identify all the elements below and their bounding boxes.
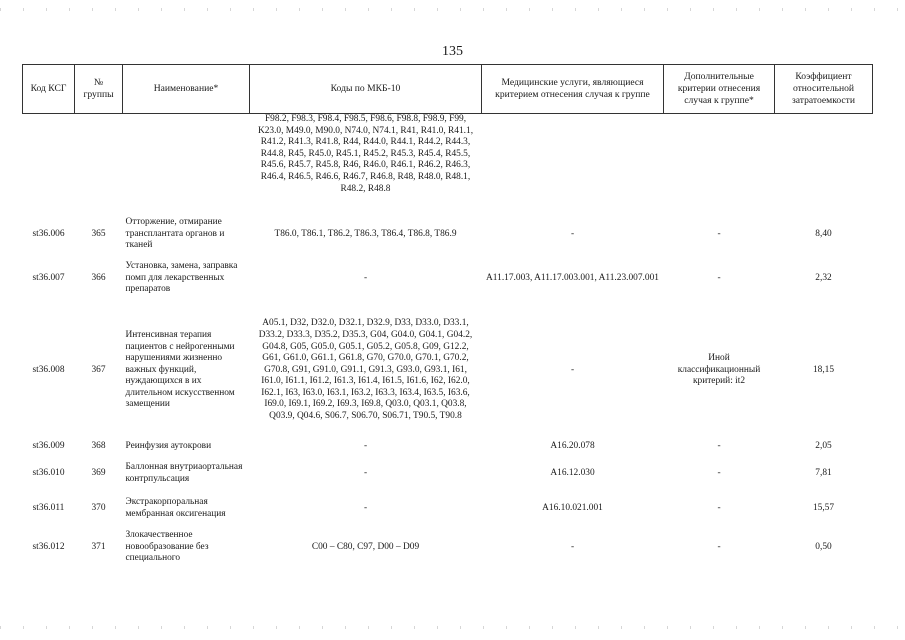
cell-coef: 2,05 xyxy=(815,440,832,451)
cell-name: Экстракорпоральная мембранная оксигенация xyxy=(125,496,226,519)
table-row xyxy=(23,526,873,570)
ksg-table xyxy=(22,64,873,570)
header-group-number: № группы xyxy=(75,65,123,114)
cell-coef: 7,81 xyxy=(815,467,832,478)
cell-name: Отторжение, отмирание трансплантата органов и тканей xyxy=(125,217,225,251)
cell-group: 366 xyxy=(91,272,106,283)
cell-name: Установка, замена, заправка помп для лекарственных препаратов xyxy=(125,261,238,295)
cell-extra: - xyxy=(717,541,721,552)
table-header-row xyxy=(23,65,873,114)
cell-extra xyxy=(664,114,775,216)
table-row xyxy=(23,114,873,216)
scan-artifact-top xyxy=(0,8,905,11)
cell-group: 370 xyxy=(91,502,106,513)
cell-extra: Иной классификационный критерий: it2 xyxy=(677,353,761,387)
cell-code: st36.012 xyxy=(32,541,65,552)
cell-icd: - xyxy=(363,467,368,478)
cell-icd: A05.1, D32, D32.0, D32.1, D32.9, D33, D33.0, D33.1, D33.2, D33.3, D35.2, D35.3, G04, G04.0, G04.1, G04.2, G04.8, G05, G05.0, G05.1, G05.2, G05.8, G09, G12.2, G61, G61.0, G61.1, G61.8, G70, G70.0, G70.1, G70.2, G70.8, G91, G91.0, G91.1, G91.3, G93.0, G93.1, I61, I61.0, I61.1, I61.2, I61.3, I61.4, I61.5, I61.6, I62, I62.0, I62.1, I63, I63.0, I63.1, I63.2, I63.3, I63.4, I63.5, I63.6, I69.0, I69.1, I69.2, I69.3, I69.8, Q03.0, Q03.1, Q03.8, Q03.9, Q04.6, S06.7, S06.70, S06.71, T90.5, T90.8 xyxy=(258,318,473,422)
table-row xyxy=(23,304,873,438)
cell-extra: - xyxy=(717,228,721,239)
cell-icd: F98.2, F98.3, F98.4, F98.5, F98.6, F98.8, F98.9, F99, K23.0, M49.0, M90.0, N74.0, N74.1, R41, R41.0, R41.1, R41.2, R41.3, R41.8, R44, R44.0, R44.1, R44.2, R44.3, R44.8, R45, R45.0, R45.1, R45.2, R45.3, R45.4, R45.5, R45.6, R45.7, R45.8, R46, R46.0, R46.1, R46.2, R46.3, R46.4, R46.5, R46.6, R46.7, R46.8, R48, R48.0, R48.1, R48.2, R48.8 xyxy=(257,114,474,194)
header-services: Медицинские услуги, являющиеся критерием отнесения случая к группе xyxy=(482,65,664,114)
header-icd-codes: Коды по МКБ-10 xyxy=(250,65,482,114)
cell-coef xyxy=(775,114,873,216)
cell-code: st36.006 xyxy=(32,228,65,239)
table-row xyxy=(23,492,873,526)
cell-services: - xyxy=(570,228,575,239)
cell-icd: C00 – C80, C97, D00 – D09 xyxy=(311,541,420,552)
cell-icd: T86.0, T86.1, T86.2, T86.3, T86.4, T86.8, T86.9 xyxy=(274,228,457,239)
cell-extra: - xyxy=(717,272,721,283)
cell-coef: 18,15 xyxy=(812,364,835,375)
cell-services xyxy=(482,114,664,216)
cell-code: st36.008 xyxy=(32,364,65,375)
header-extra-criteria: Дополнительные критерии отнесения случая к группе* xyxy=(664,65,775,114)
cell-coef: 2,32 xyxy=(815,272,832,283)
cell-icd: - xyxy=(363,272,368,283)
table-row xyxy=(23,254,873,304)
cell-group: 369 xyxy=(91,467,106,478)
cell-code xyxy=(23,114,75,216)
cell-services: A16.12.030 xyxy=(550,467,595,478)
scan-artifact-bottom xyxy=(0,626,905,629)
cell-coef: 8,40 xyxy=(815,228,832,239)
cell-code: st36.011 xyxy=(32,502,65,513)
table-row xyxy=(23,216,873,254)
cell-coef: 15,57 xyxy=(812,502,835,513)
cell-code: st36.010 xyxy=(32,467,65,478)
cell-services: A16.20.078 xyxy=(550,440,595,451)
cell-extra: - xyxy=(717,502,721,513)
cell-name: Реинфузия аутокрови xyxy=(125,440,212,451)
cell-coef: 0,50 xyxy=(815,541,832,552)
cell-icd: - xyxy=(363,440,368,451)
cell-group: 371 xyxy=(91,541,106,552)
page-number: 135 xyxy=(442,44,463,59)
cell-group: 365 xyxy=(91,228,106,239)
cell-group xyxy=(75,114,123,216)
header-name: Наименование* xyxy=(123,65,250,114)
header-coefficient: Коэффициент относительной затратоемкости xyxy=(775,65,873,114)
table-row xyxy=(23,438,873,456)
cell-code: st36.009 xyxy=(32,440,65,451)
cell-name xyxy=(123,114,250,216)
cell-group: 368 xyxy=(91,440,106,451)
cell-extra: - xyxy=(717,467,721,478)
cell-services: A11.17.003, A11.17.003.001, A11.23.007.001 xyxy=(486,272,659,283)
table-row xyxy=(23,456,873,492)
cell-group: 367 xyxy=(91,364,106,375)
cell-name: Злокачественное новообразование без специального xyxy=(125,530,209,564)
cell-icd: - xyxy=(363,502,368,513)
cell-name: Баллонная внутриаортальная контрпульсация xyxy=(125,461,243,484)
cell-services: A16.10.021.001 xyxy=(542,502,603,513)
cell-code: st36.007 xyxy=(32,272,65,283)
cell-services: - xyxy=(570,541,575,552)
cell-extra: - xyxy=(717,440,721,451)
header-code: Код КСГ xyxy=(23,65,75,114)
cell-name: Интенсивная терапия пациентов с нейрогенными нарушениями жизненно важных функций, нуждающихся в их длительном искусственном замещении xyxy=(125,329,235,410)
cell-services: - xyxy=(570,364,575,375)
